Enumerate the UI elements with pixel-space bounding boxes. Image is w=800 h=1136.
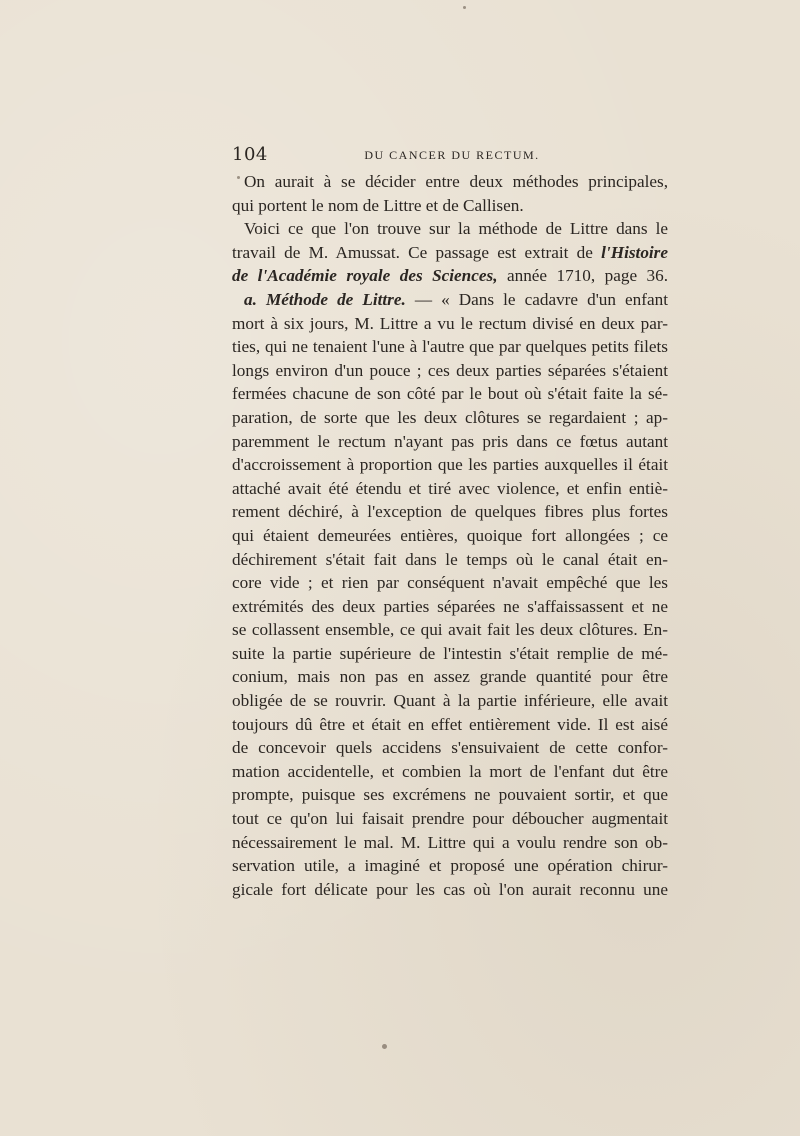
text-line: fermées chacune de son côté par le bout où s'était faite la sé- (232, 384, 668, 404)
text-line: On aurait à se décider entre deux méthodes principales, (244, 172, 668, 191)
body-text (232, 170, 668, 901)
text-line: prompte, puisque ses excrémens ne pouvaient sortir, et que (232, 785, 668, 805)
text-line: d'accroissement à proportion que les parties auxquelles il était (232, 455, 668, 475)
text-line (232, 241, 668, 265)
text-line (232, 264, 668, 288)
paper-speck (463, 6, 466, 9)
text-line: extrémités des deux parties séparées ne s'affaissassent et ne (232, 596, 668, 616)
section-subhead: a. Méthode de Littre. (244, 289, 406, 309)
text-line: suite la partie supérieure de l'intestin s'était remplie de mé- (232, 643, 668, 663)
text-line (232, 288, 668, 312)
text-line: ties, qui ne tenaient l'une à l'autre que par quelques petits filets (232, 337, 668, 357)
page-header (232, 144, 672, 168)
text-line: qui étaient demeurées entières, quoique fort allongées ; ce (232, 525, 668, 545)
text-line: se collassent ensemble, ce qui avait fait les deux clôtures. En- (232, 620, 668, 640)
text-line: Voici ce que l'on trouve sur la méthode de Littre dans le (244, 219, 668, 239)
text-line: gicale fort délicate pour les cas où l'on aurait reconnu une (232, 879, 668, 899)
paper-speck (382, 1044, 387, 1049)
text-segment: — « Dans le cadavre d'un enfant (414, 289, 668, 309)
text-line: tout ce qu'on lui faisait prendre pour déboucher augmentait (232, 809, 668, 829)
text-line: longs environ d'un pouce ; ces deux parties séparées s'étaient (232, 360, 668, 380)
text-line: rement déchiré, à l'exception de quelques fibres plus fortes (232, 502, 668, 522)
text-line: toujours dû être et était en effet entièrement vide. Il est aisé (232, 714, 668, 734)
italic-title: de l'Académie royale des Sciences, (232, 266, 498, 286)
text-line: paremment le rectum n'ayant pas pris dans ce fœtus autant (232, 431, 668, 451)
page-number: 104 (232, 144, 268, 165)
text-line: servation utile, a imaginé et proposé une opération chirur- (232, 856, 668, 876)
text-line: core vide ; et rien par conséquent n'avait empêché que les (232, 573, 668, 593)
text-line: qui portent le nom de Littre et de Callisen. (232, 195, 524, 215)
text-line: nécessairement le mal. M. Littre qui a voulu rendre son ob- (232, 832, 668, 852)
text-line: attaché avait été étendu et tiré avec violence, et enfin entiè- (232, 478, 668, 498)
text-segment: année 1710, page 36. (506, 266, 669, 286)
running-head: DU CANCER DU RECTUM. (364, 148, 540, 162)
text-line: mort à six jours, M. Littre a vu le rectum divisé en deux par- (232, 313, 668, 333)
text-line: mation accidentelle, et combien la mort de l'enfant dut être (232, 761, 668, 781)
text-line: déchirement s'était fait dans le temps où le canal était en- (232, 549, 668, 569)
text-line: obligée de se rouvrir. Quant à la partie inférieure, elle avait (232, 691, 668, 711)
text-line: paration, de sorte que les deux clôtures se regardaient ; ap- (232, 407, 668, 427)
text-line: de concevoir quels accidens s'ensuivaient de cette confor- (232, 738, 668, 758)
text-line: conium, mais non pas en assez grande quantité pour être (232, 667, 668, 687)
italic-title: l'Histoire (601, 242, 669, 262)
paper-speck (237, 176, 240, 179)
text-segment: travail de M. Amussat. Ce passage est extrait de (232, 242, 593, 262)
